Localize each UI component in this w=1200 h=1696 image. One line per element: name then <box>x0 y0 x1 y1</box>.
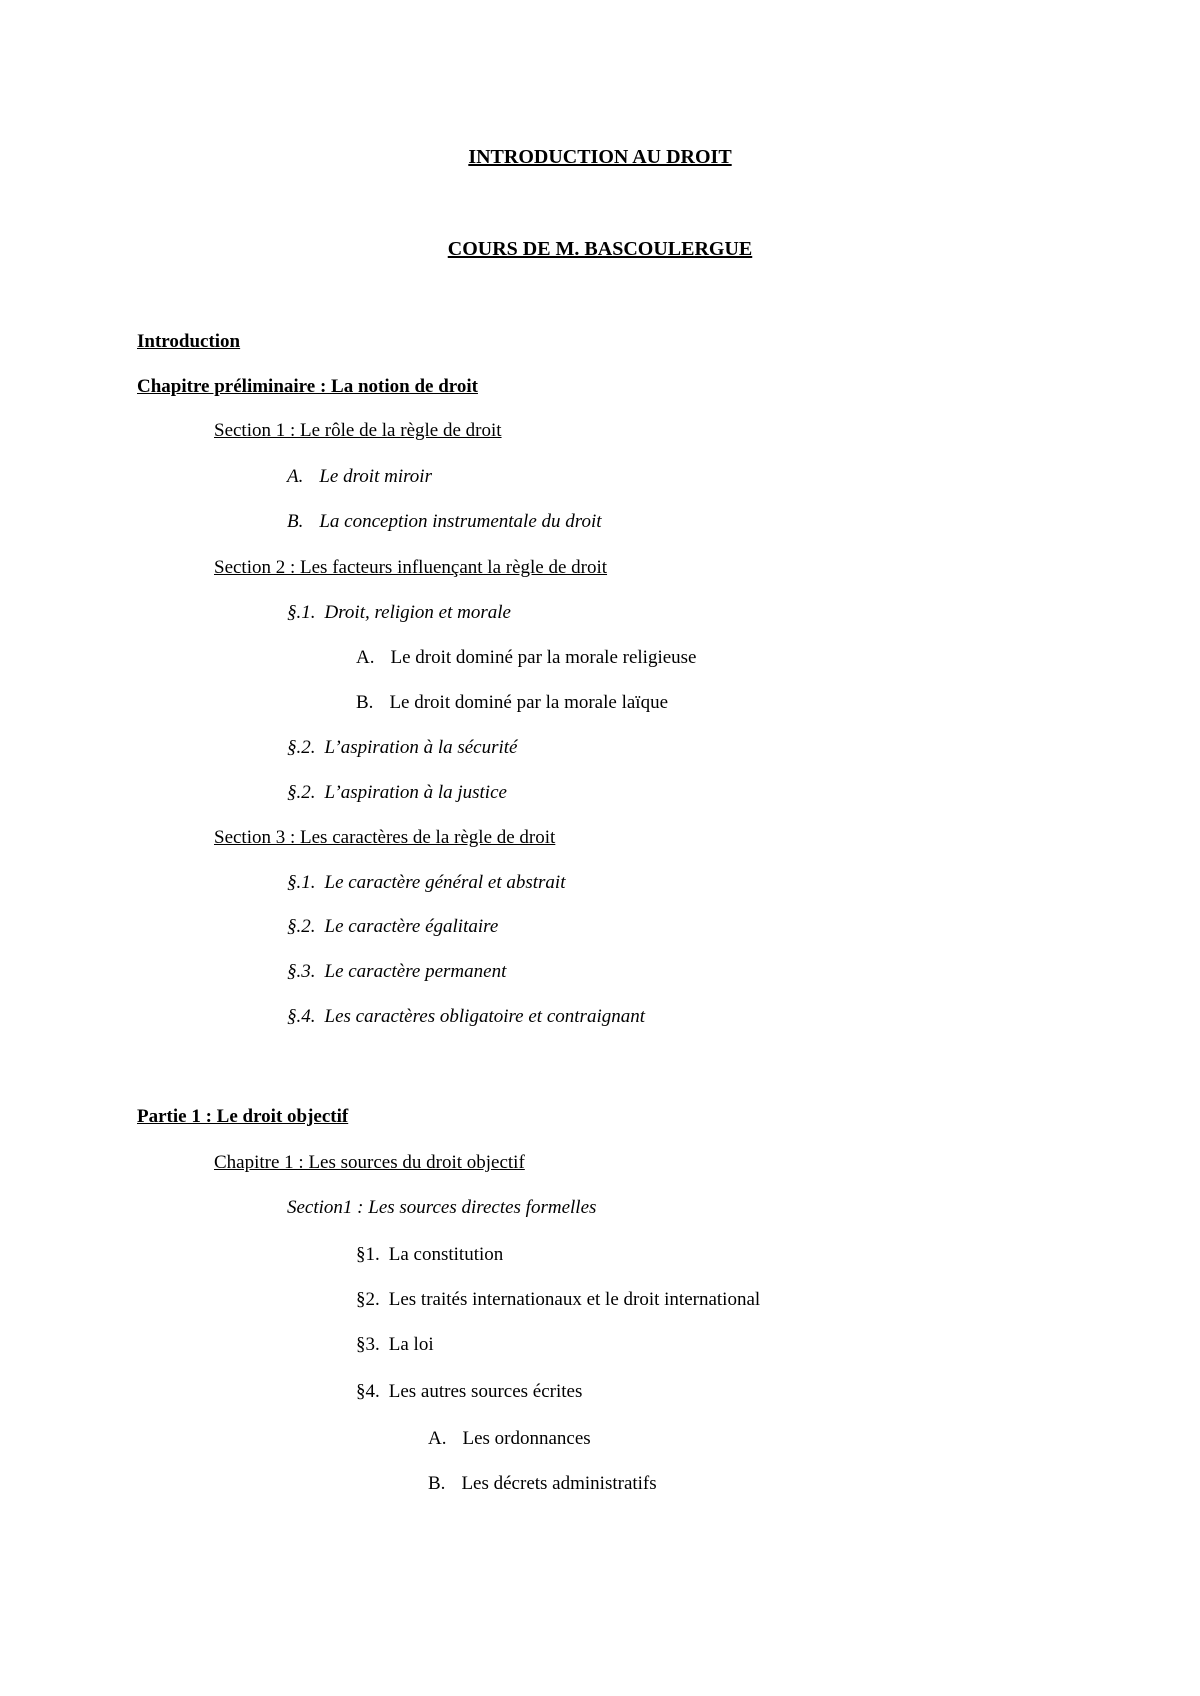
item-prefix: §2. <box>356 1289 380 1310</box>
outline-item <box>287 466 432 488</box>
item-text: Chapitre 1 : Les sources du droit objectif <box>214 1152 525 1173</box>
item-text: La conception instrumentale du droit <box>319 511 602 532</box>
item-prefix: §1. <box>356 1244 380 1265</box>
outline-item <box>356 692 668 714</box>
item-text: Les caractères obligatoire et contraignant <box>324 1006 645 1027</box>
outline-item <box>356 1244 503 1266</box>
item-text: Section 3 : Les caractères de la règle de droit <box>214 827 556 848</box>
item-prefix: B. <box>287 511 304 532</box>
outline-item <box>428 1473 657 1495</box>
outline-item <box>214 557 607 579</box>
item-text: Le caractère permanent <box>324 961 507 982</box>
outline-item <box>137 376 478 398</box>
item-prefix: §4. <box>356 1381 380 1402</box>
outline-item <box>214 827 555 849</box>
item-text: La constitution <box>388 1244 504 1265</box>
outline-item <box>287 511 602 533</box>
outline-item <box>287 1197 596 1219</box>
item-text: Les traités internationaux et le droit international <box>388 1289 761 1310</box>
outline-item <box>287 1006 645 1028</box>
outline-item <box>287 782 507 804</box>
item-text: L’aspiration à la justice <box>324 782 507 803</box>
item-text: Le droit dominé par la morale laïque <box>389 692 668 713</box>
outline-item <box>137 1106 348 1128</box>
item-text: Partie 1 : Le droit objectif <box>137 1106 349 1127</box>
outline-item <box>287 872 565 894</box>
page-subtitle: COURS DE M. BASCOULERGUE <box>447 238 753 260</box>
item-text: Section 1 : Le rôle de la règle de droit <box>214 420 502 441</box>
outline-item <box>356 1289 760 1311</box>
item-text: Section1 : Les sources directes formelles <box>287 1197 597 1218</box>
item-prefix: §.3. <box>287 961 316 982</box>
item-prefix: A. <box>428 1428 447 1449</box>
item-prefix: B. <box>356 692 374 713</box>
item-prefix: §.1. <box>287 602 316 623</box>
item-prefix: §.1. <box>287 872 316 893</box>
item-text: Droit, religion et morale <box>324 602 511 623</box>
item-text: Introduction <box>137 331 241 352</box>
page-title: INTRODUCTION AU DROIT <box>468 146 732 168</box>
item-text: Le caractère égalitaire <box>324 916 499 937</box>
item-text: Les décrets administratifs <box>461 1473 657 1494</box>
outline-item <box>287 737 518 759</box>
outline-item <box>287 602 511 624</box>
item-prefix: §.4. <box>287 1006 316 1027</box>
outline-item <box>214 1152 525 1174</box>
outline-item <box>428 1428 591 1450</box>
item-prefix: B. <box>428 1473 446 1494</box>
outline-item <box>356 647 696 669</box>
outline-item <box>356 1381 582 1403</box>
item-text: Les autres sources écrites <box>388 1381 583 1402</box>
item-text: Le droit dominé par la morale religieuse <box>390 647 697 668</box>
item-prefix: A. <box>287 466 304 487</box>
item-text: L’aspiration à la sécurité <box>324 737 518 758</box>
outline-item <box>356 1334 434 1356</box>
item-text: La loi <box>388 1334 434 1355</box>
item-prefix: §.2. <box>287 737 316 758</box>
item-text: Le caractère général et abstrait <box>324 872 566 893</box>
outline-item <box>137 331 240 353</box>
item-text: Le droit miroir <box>319 466 432 487</box>
outline-item <box>214 420 502 442</box>
item-prefix: A. <box>356 647 375 668</box>
outline-item <box>287 961 506 983</box>
item-text: Les ordonnances <box>462 1428 591 1449</box>
item-prefix: §.2. <box>287 782 316 803</box>
item-prefix: §3. <box>356 1334 380 1355</box>
outline-item <box>287 916 498 938</box>
item-text: Section 2 : Les facteurs influençant la règle de droit <box>214 557 608 578</box>
item-text: Chapitre préliminaire : La notion de droit <box>137 376 478 397</box>
item-prefix: §.2. <box>287 916 316 937</box>
